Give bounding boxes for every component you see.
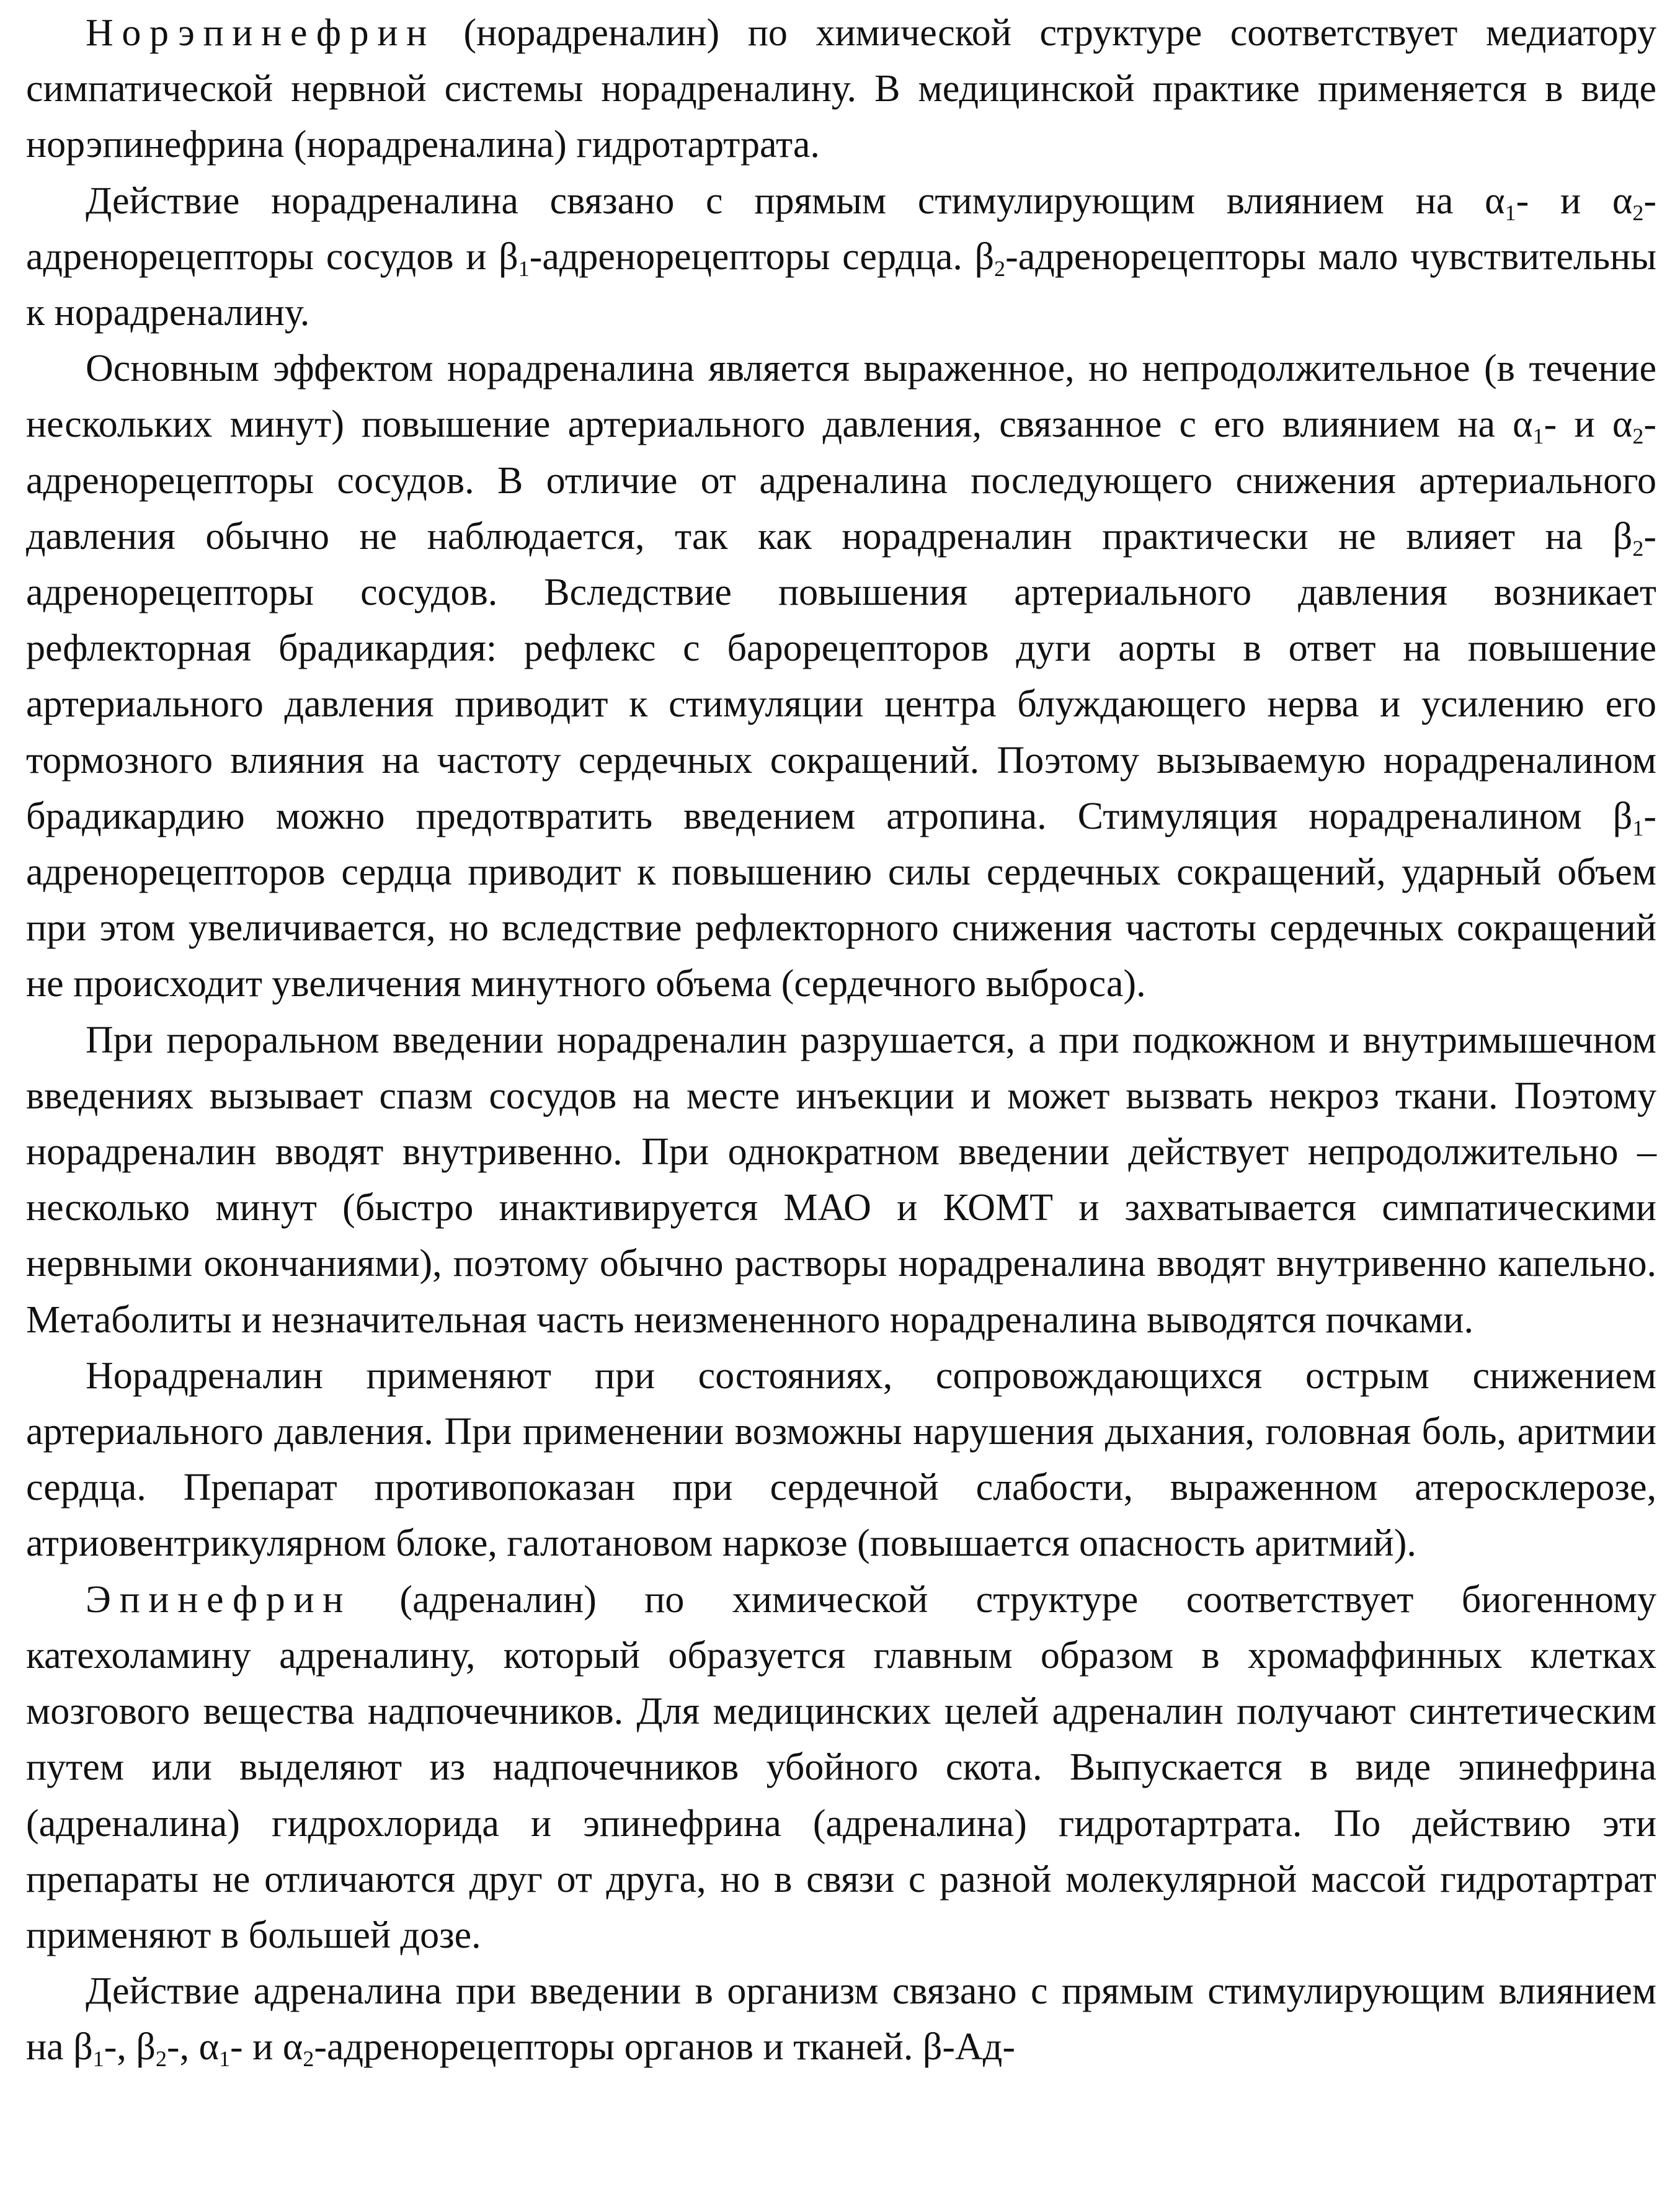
text-run: При пероральном введении норадреналин разрушается, а при подкожном и внутримышечном введениях вызывает спазм сосудов на месте инъекции и может вызвать некроз ткани. Поэтому норадреналин вводят внутривенно. При однократном введении действует непродолжительно – несколько минут (быстро инактивируется МАО и КОМТ и захватывается симпатическими нервными окончаниями), поэтому обычно растворы норадреналина вводят внутривенно капельно. Метаболиты и незначительная часть неизмененного норадреналина выводятся почками. <box>26 1019 1656 1341</box>
paragraph <box>26 5 1656 173</box>
text-run: -адренорецепторов сердца приводит к повышению силы сердечных сокращений, ударный объем при этом увеличивается, но вследствие рефлекторного снижения частоты сердечных сокращений не происходит увеличения минутного объема (сердечного выброса). <box>26 795 1656 1005</box>
receptor-subscript: 2 <box>1632 535 1644 561</box>
paragraph <box>26 1348 1656 1572</box>
text-run: - и α <box>1544 403 1633 446</box>
text-run: -адренорецепторы сосудов и β <box>26 179 1656 278</box>
text-run: (адреналин) по химической структуре соответствует биогенному катехоламину адреналину, который образуется главным образом в хромаффинных клетках мозгового вещества надпочечников. Для медицинских целей адреналин получают синтетическим путем или выделяют из надпочечников убойного скота. Выпускается в виде эпинефрина (адреналина) гидрохлорида и эпинефрина (адреналина) гидротартрата. По действию эти препараты не отличаются друг от друга, но в связи с разной молекулярной массой гидротартрат применяют в большей дозе. <box>26 1578 1656 1956</box>
text-run: -адренорецепторы сосудов. В отличие от адреналина последующего снижения артериального давления обычно не наблюдается, так как норадреналин практически не влияет на β <box>26 403 1656 558</box>
text-run: -, α <box>166 2026 220 2069</box>
paragraph <box>26 1012 1656 1348</box>
receptor-subscript: 2 <box>994 256 1006 281</box>
receptor-subscript: 2 <box>303 2046 314 2072</box>
paragraph <box>26 173 1656 341</box>
text-run: -адренорецепторы сердца. β <box>529 235 995 278</box>
text-run: -адренорецепторы органов и тканей. β-Ад- <box>314 2026 1015 2069</box>
paragraph <box>26 1572 1656 1963</box>
receptor-subscript: 1 <box>1532 424 1544 449</box>
drug-name-term: Эпинефрин <box>86 1578 352 1621</box>
text-run: Действие норадреналина связано с прямым стимулирующим влиянием на α <box>86 179 1505 222</box>
receptor-subscript: 1 <box>219 2046 231 2072</box>
text-run: - и α <box>1516 179 1633 222</box>
receptor-subscript: 1 <box>1504 200 1516 225</box>
text-run: Действие адреналина при введении в организм связано с прямым стимулирующим влиянием на β <box>26 1970 1656 2069</box>
paragraph <box>26 341 1656 1012</box>
text-run: (норадреналин) по химической структуре соответствует медиатору симпатической нервной системы норадреналину. В медицинской практике применяется в виде норэпинефрина (норадреналина) гидротартрата. <box>26 12 1656 166</box>
drug-name-term: Норэпинефрин <box>86 12 435 54</box>
receptor-subscript: 1 <box>1632 815 1644 840</box>
text-run: -адренорецепторы сосудов. Вследствие повышения артериального давления возникает рефлекторная брадикардия: рефлекс с барорецепторов дуги аорты в ответ на повышение артериального давления приводит к стимуляции центра блуждающего нерва и усилению его тормозного влияния на частоту сердечных сокращений. Поэтому вызываемую норадреналином брадикардию можно предотвратить введением атропина. Стимуляция норадреналином β <box>26 515 1656 837</box>
paragraph <box>26 1963 1656 2075</box>
text-run: Основным эффектом норадреналина является выраженное, но непродолжительное (в течение нескольких минут) повышение артериального давления, связанное с его влиянием на α <box>26 347 1656 446</box>
text-run: - и α <box>230 2026 303 2069</box>
text-run: -адренорецепторы мало чувствительны к норадреналину. <box>26 235 1656 334</box>
receptor-subscript: 2 <box>1632 200 1644 225</box>
text-run: Норадреналин применяют при состояниях, сопровождающихся острым снижением артериального давления. При применении возможны нарушения дыхания, головная боль, аритмии сердца. Препарат противопоказан при сердечной слабости, выраженном атеросклерозе, атриовентрикулярном блоке, галотановом наркозе (повышается опасность аритмий). <box>26 1354 1656 1565</box>
receptor-subscript: 1 <box>518 256 530 281</box>
receptor-subscript: 2 <box>1632 424 1644 449</box>
receptor-subscript: 2 <box>155 2046 167 2072</box>
receptor-subscript: 1 <box>92 2046 104 2072</box>
text-run: -, β <box>104 2026 156 2069</box>
